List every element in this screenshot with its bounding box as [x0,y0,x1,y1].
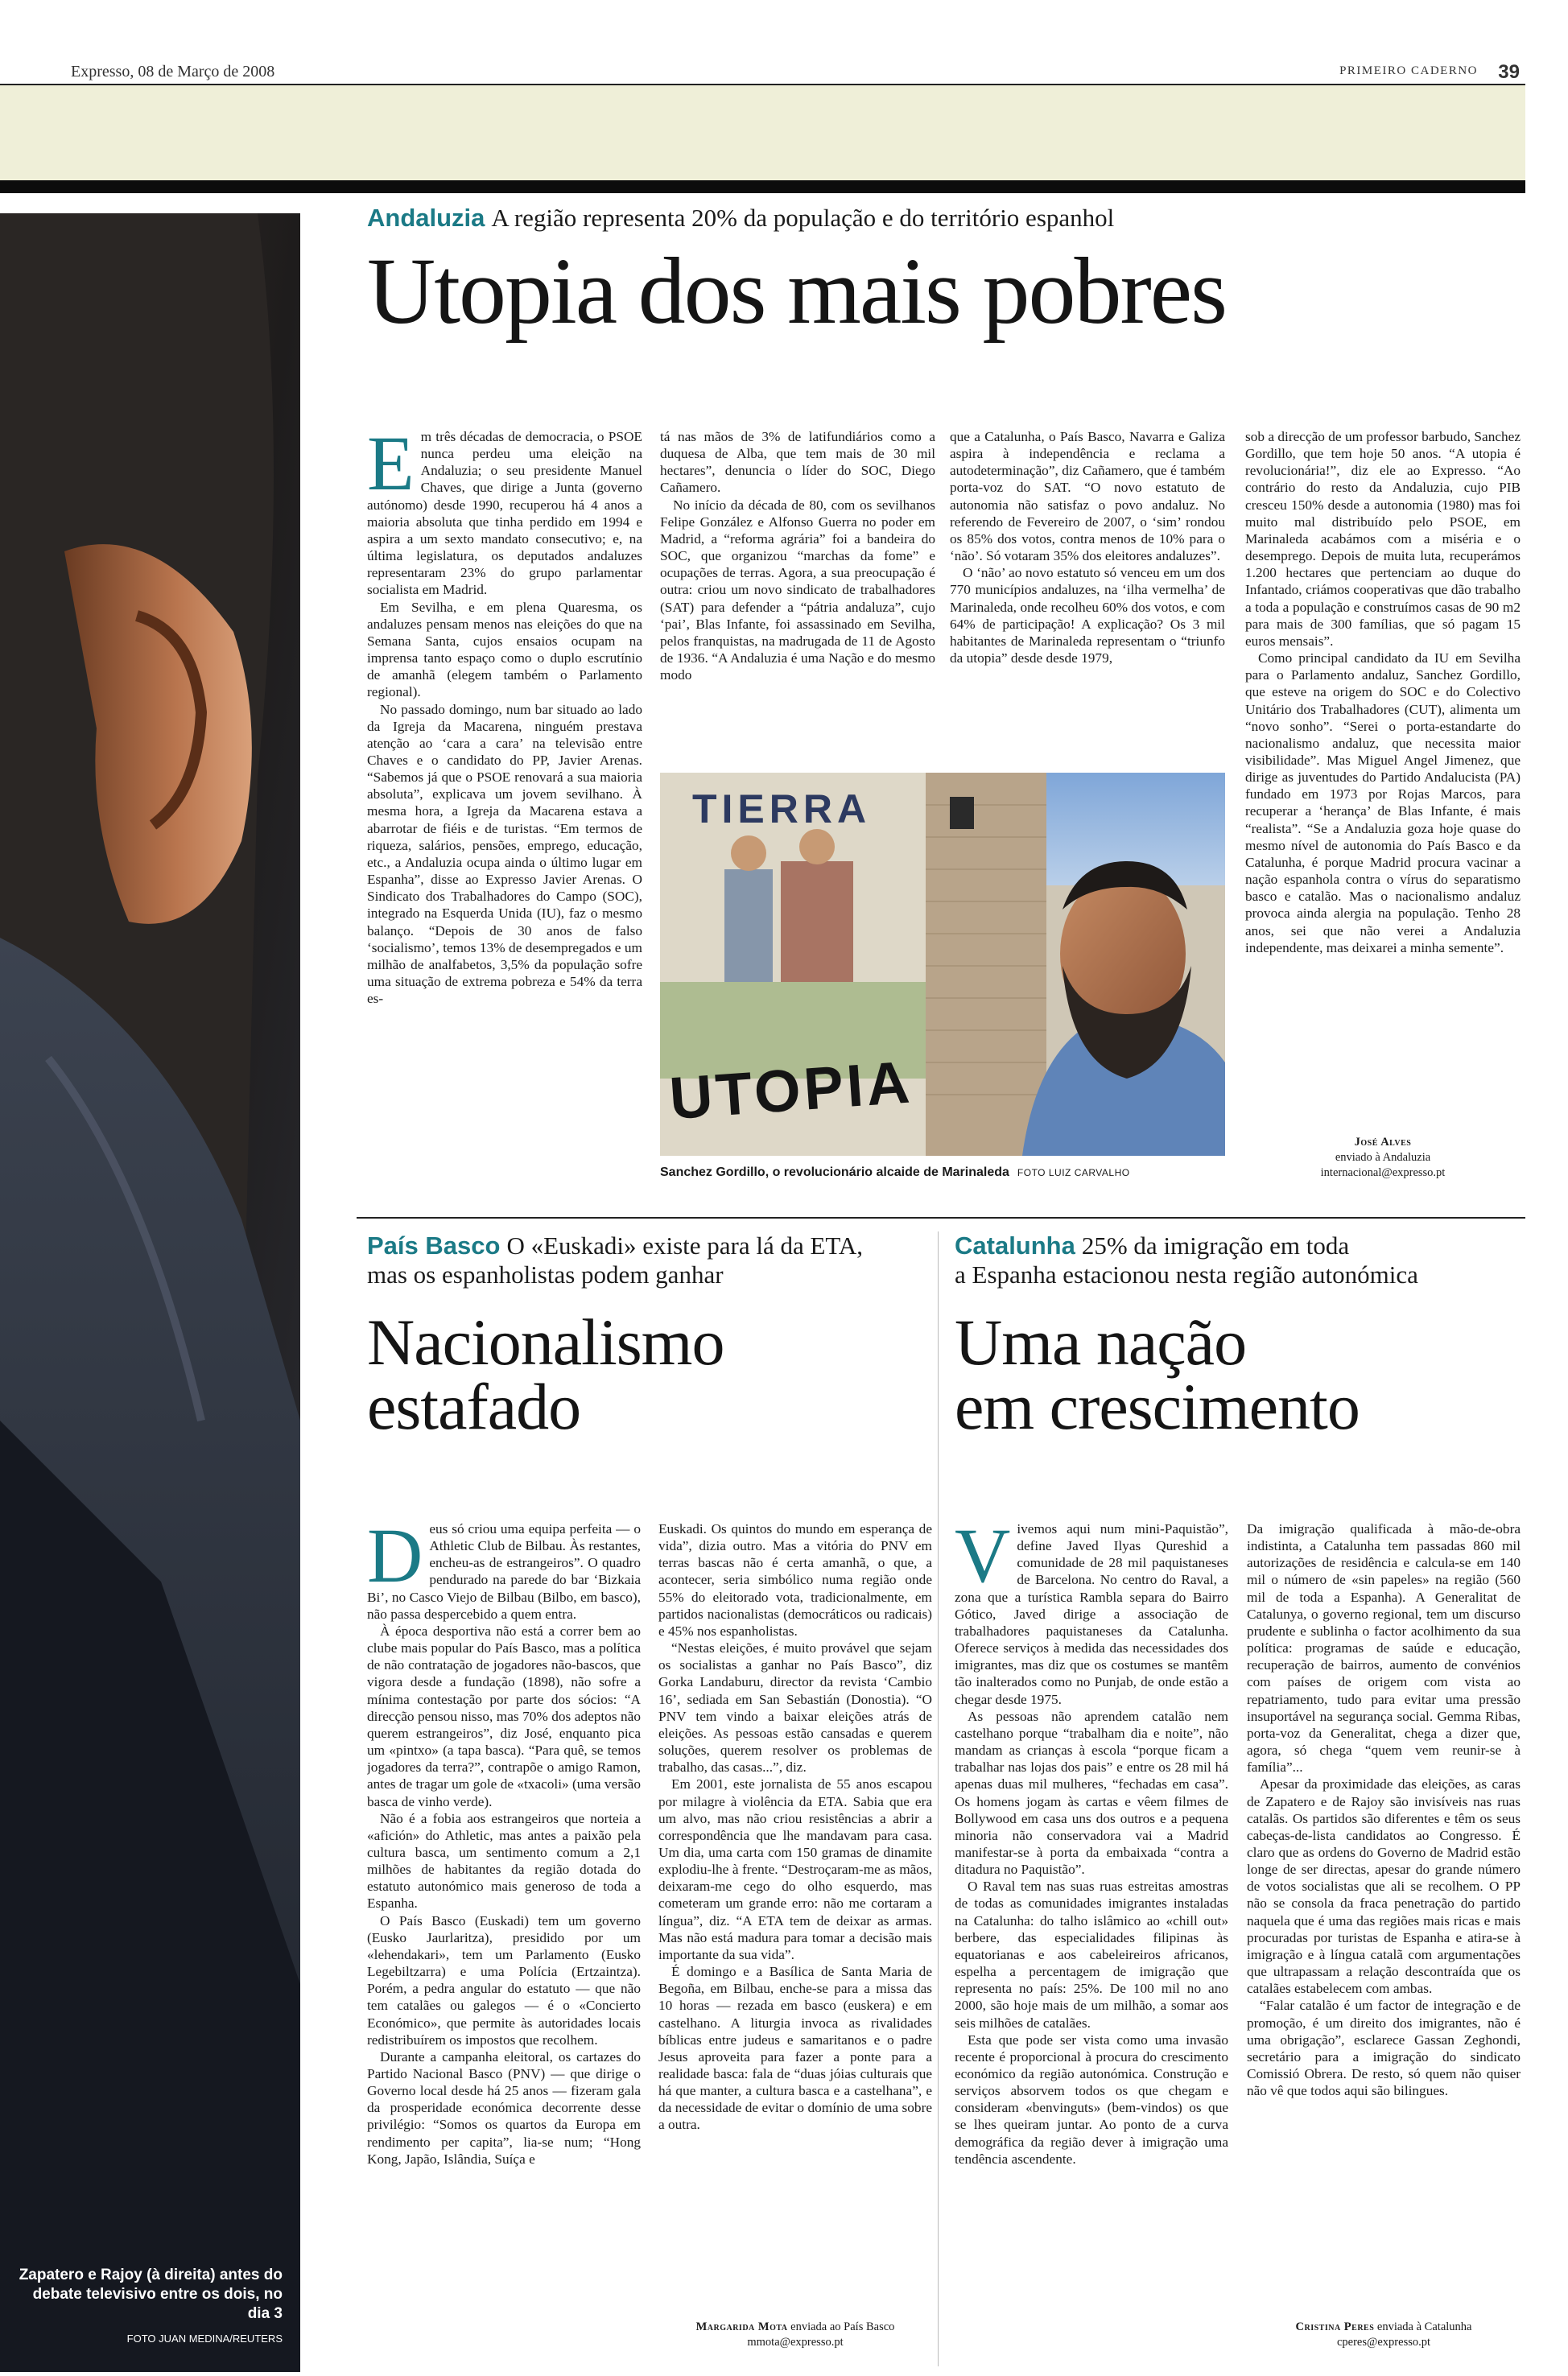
andaluzia-kicker: Andaluzia [367,204,485,232]
andaluzia-column-4 [1245,428,1521,1136]
paragraph: No início da década de 80, com os sevilhanos Felipe González e Alfonso Guerra no poder em Madrid, a “reforma agrária” foi a bandeira do SOC, que organizou “marchas da fome” e ocupações de terras. Agora, a sua preocupação é outra: criou um novo sindicato de trabalhadores (SAT) para defender a “pátria andaluza”, cujo ‘pai’, Blas Infante, foi assassinado em Sevilha, pelos franquistas, na madrugada de 11 de Agosto de 1936. “A Andaluzia é uma Nação e do mesmo modo [660,497,935,683]
paragraph: ivemos aqui num mini-Paquistão”, define Javed Ilyas Qureshid a comunidade de 28 mil paquistaneses de Barcelona. No centro do Raval, a zona que a turística Rambla separa do Bairro Gótico, Javed dirige a associação de trabalhadores paquistaneses da Catalunha. Oferece serviços à medida das necessidades dos imigrantes, mas diz que os costumes se mantêm tão inalterados como no Punjab, de onde estão a chegar desde 1975. [955,1521,1228,1707]
andaluzia-dropcap: E [367,428,415,506]
byline-email: cperes@expresso.pt [1336,2336,1431,2349]
sign-tierra: TIERRA [692,786,872,831]
catalunha-headline [955,1306,1518,1443]
andaluzia-headline: Utopia dos mais pobres [367,238,1227,344]
headline-line: em crescimento [955,1370,1360,1443]
byline-email: mmota@expresso.pt [747,2336,844,2349]
paragraph: Euskadi. Os quintos do mundo em esperança de vida”, dizia outro. Mas a vitória do PNV em terras bascas não é certa amanhã, o que, a acontecer, seria simbólico numa região onde 55% do eleitorado vota, tradicionalmente, em partidos nacionalistas (democráticos ou radicais) e 45% nos espanholistas. [658,1521,932,1639]
photo-credit: FOTO LUIZ CARVALHO [1017,1167,1130,1178]
catalunha-column-1 [955,1520,1228,2366]
catalunha-dropcap: V [955,1520,1011,1598]
paragraph: “Nestas eleições, é muito provável que sejam os socialistas a ganhar no País Basco”, diz Gorka Landaburu, director da revista ‘Cambio 16’, sediada em San Sebastián (Donostia). “O PNV tem vindo a baixar eleições atrás de eleições. As pessoas estão cansadas e querem soluções, querem resolver os problemas de trabalho, das casas...”, diz. [658,1640,932,1776]
paragraph: É domingo e a Basílica de Santa Maria de Begoña, em Bilbau, enche-se para a missa das 10 horas — rezada em basco (euskera) e em castelhano. A liturgia invoca as rivalidades bíblicas entre judeus e samaritanos e o padre Jesus aproveita para fazer a ponte para a realidade basca: fala de “duas jóias culturais que há que manter, a cultura basca e a castelhana”, e da necessidade de evitar o domínio de uma sobre a outra. [658,1964,932,2133]
photo-caption [660,1165,1272,1180]
paragraph: Apesar da proximidade das eleições, as caras de Zapatero e de Rajoy são invisíveis nas ruas catalãs. Os partidos são diferentes e têm os seus cabeças-de-lista candidatos ao Congresso. É claro que as ordens do Governo de Madrid estão longe de ser directas, apesar do grande número de votos socialistas que ali se recolhem. O PP não se consola da fraca penetração do partido naquela que é uma das regiões mais ricas e mais procuradas por turistas de Espanha e atira-se à imigração e à língua catalã com argumentações que ultrapassam a relação descontraída que os catalães estabelecem com ambas. [1247,1776,1521,1997]
andaluzia-column-1 [367,428,642,1185]
catalunha-column-2 [1247,1520,1521,2309]
paragraph: Em Sevilha, e em plena Quaresma, os andaluzes pensam menos nas eleições do que na Semana Santa, cujos ensaios ocupam na imprensa tanto espaço como o duplo escrutínio de amanhã (elegem também o Parlamento regional). [367,599,642,700]
byline-author: José Alves [1354,1136,1412,1149]
paragraph: Como principal candidato da IU em Sevilha para o Parlamento andaluz, Sanchez Gordillo, que esteve na origem do SOC e do Colectivo Unitário dos Trabalhadores (CUT), alimenta um “novo sonho”. “Serei o porta-estandarte do nacionalismo andaluz, que necessita maior visibilidade”. Mas Miguel Angel Jimenez, que dirige as juventudes do Partido Andalucista (PA) fundado em 1973 por Rojas Marcos, para recuperar a ‘herança’ de Blas Infante, é mais “realista”. “Se a Andaluzia goza hoje quase do mesmo nível de autonomia do País Basco e da Catalunha, é porque Madrid procura vacinar a nação espanhola contra o vírus do separatismo basco e catalão. Mas o nacionalismo andaluz provoca ainda alergia na população. Tenho 28 anos, sei que não verei a Andaluzia independente, mas deixarei a minha semente”. [1245,650,1521,955]
paragraph: “Falar catalão é um factor de integração e de promoção, é um direito dos imigrantes, não é uma obrigação”, esclarece Gassan Zeghondi, secretário para a imigração do sindicato Comissió Obrera. De resto, só quem não quiser não vê que todos aqui são bilingues. [1247,1998,1521,2099]
byline-note: enviada ao País Basco [790,2320,895,2333]
byline-author: Cristina Peres [1295,2320,1375,2333]
top-band [0,85,1525,180]
andaluzia-column-3 [950,428,1225,768]
section-divider [357,1217,1525,1219]
paragraph: O País Basco (Euskadi) tem um governo (Eusko Jaurlaritza), presidido por um «lehendakari», tem um Parlamento (Eusko Legebiltzarra) e uma Polícia (Ertzaintza). Porém, a pedra angular do estatuto — que não tem catalães ou galegos — é o «Concierto Económico», que permite às autoridades locais redistribuírem os impostos que recolhem. [367,1912,641,2048]
pais-basco-kicker-line [367,1231,930,1289]
paragraph: Não é a fobia aos estrangeiros que norteia a «afición» do Athletic, mas antes a paixão pela cultura basca, um sentimento comum a 2,1 milhões de habitantes da região dotada do estatuto autonómico mais generoso de toda a Espanha. [367,1810,641,1912]
paragraph: Em 2001, este jornalista de 55 anos escapou por milagre à violência da ETA. Sabia que era um alvo, mas não criou resistências a abrir a correspondência que lhe mandavam para casa. Um dia, uma carta com 150 gramas de dinamite explodiu-lhe à frente. “Destroçaram-me as mãos, deixaram-me cego do olho esquerdo, mas cometeram um grande erro: não me cortaram a língua”, diz. “A ETA tem de deixar as armas. Mas não está madura para tomar a decisão mais importante da sua vida”. [658,1776,932,1962]
paragraph: tá nas mãos de 3% de latifundiários como a duquesa de Alba, que tem mais de 30 mil hectares”, denuncia o líder do SOC, Diego Cañamero. [660,429,935,496]
paragraph: À época desportiva não está a correr bem ao clube mais popular do País Basco, mas a política de não contratação de jogadores não-bascos, que vigora desde a fundação (1898), não sofre a mínima contestação por parte dos sócios: “A direcção pensou nisso, mas 70% dos adeptos não querem estrangeiros”, diz José, enquanto pica um «pintxo» (a tapa basca). “Para quê, se temos jogadores da terra?”, contrapõe o amigo Ramon, antes de tragar um gole de «txacoli» (uma versão basca de vinho verde). [367,1623,641,1809]
page-number: 39 [1498,61,1520,83]
black-bar [0,180,1525,193]
pais-basco-column-2 [658,1520,932,2309]
portrait-photo [0,213,300,2372]
catalunha-subtitle-1: 25% da imigração em toda [1081,1231,1350,1260]
catalunha-kicker-line [955,1231,1518,1289]
paragraph: No passado domingo, num bar situado ao lado da Igreja da Macarena, ninguém prestava atenção ao ‘cara a cara’ na televisão entre Chaves e o candidato do PP, Javier Arenas. “Sabemos já que o PSOE renovará a sua maioria absoluta”, explicava um jovem sevilhano. À mesma hora, a Igreja da Macarena estava a abarrotar de fiéis e de turistas. “Em termos de riqueza, salários, pensões, emprego, educação, etc., a Andaluzia ocupa ainda o último lugar em Espanha”, disse ao Expresso Javier Arenas. O Sindicato dos Trabalhadores do Campo (SOC), integrado na Esquerda Unida (IU), faz o mesmo balanço. “Depois de 30 anos de falso ‘socialismo’, temos 13% de desempregados e um milhão de analfabetos, 3,5% da população sofre uma situação de extrema pobreza e 54% da terra es- [367,701,642,1007]
section-name: PRIMEIRO CADERNO [1339,64,1478,77]
byline-note: enviado à Andaluzia [1335,1151,1431,1164]
running-header [71,63,1520,84]
paragraph: O ‘não’ ao novo estatuto só venceu em um dos 770 municípios andaluzes, na ‘ilha vermelha’ de Marinaleda, onde recolheu 60% dos votos, e com 64% de participação! A explicação? Os 3 mil habitantes de Marinaleda representam o “triunfo da utopia” desde desde 1979, [950,565,1225,666]
pais-basco-headline [367,1306,930,1443]
byline-author: Margarida Mota [695,2320,788,2333]
column-divider [938,1231,939,2366]
portrait-caption: Zapatero e Rajoy (à direita) antes do debate televisivo entre os dois, no dia 3 [19,2267,283,2322]
catalunha-signature [1247,2320,1521,2350]
paragraph: As pessoas não aprendem catalão nem castelhano porque “trabalham dia e noite”, não mandam as crianças à escola “porque ficam a trabalhar nas lojas dos pais” e entre os 28 mil há apenas duas mil mulheres, “fechadas em casa”. Os homens jogam às cartas e vêem filmes de Bollywood em casa uns dos outros e a pequena minoria não conservadora vai a Madrid manifestar-se à porta da embaixada “contra a ditadura no Paquistão”. [955,1708,1228,1878]
andaluzia-subtitle: A região representa 20% da população e do território espanhol [491,204,1115,232]
paragraph: que a Catalunha, o País Basco, Navarra e Galiza aspira à independência e reclama a autodeterminação”, diz Cañamero, que é também porta-voz do SAT. “O novo estatuto de autonomia não satisfaz o povo andaluz. No referendo de Fevereiro de 2007, o ‘sim’ rondou os 85% dos votos, contra menos de 10% para o ‘não’. Só votaram 35% dos eleitores andaluzes”. [950,429,1225,564]
andaluzia-kicker-line [367,204,1518,233]
byline-note: enviada à Catalunha [1376,2320,1472,2333]
paragraph: eus só criou uma equipa perfeita — o Athletic Club de Bilbau. Às restantes, encheu-as de estrangeiros”. O quadro pendurado na parede do bar ‘Bizkaia Bi’, no Casco Viejo de Bilbau (Bilbo, em basco), não passa despercebido a quem entra. [367,1521,641,1622]
photo-caption-text: Sanchez Gordillo, o revolucionário alcaide de Marinaleda [660,1165,1009,1179]
andaluzia-column-2 [660,428,935,768]
paragraph: Esta que pode ser vista como uma invasão recente é proporcional à procura do crescimento económico da região autonómica. Construção e serviços absorvem todos os que chegam e consideram «benvinguts» (bem-vindos) os que se lhes queiram juntar. Ao ponto de a curva demográfica da região dever à imigração uma tendência ascendente. [955,2032,1228,2167]
byline-email: internacional@expresso.pt [1320,1166,1446,1179]
pais-basco-subtitle-2: mas os espanholistas podem ganhar [367,1260,724,1289]
paragraph: m três décadas de democracia, o PSOE nunca perdeu uma eleição na Andaluzia; o seu presidente Manuel Chaves, que dirige a Junta (governo autónomo) desde 1990, recuperou há 4 anos a maioria absoluta que tinha perdido em 1994 e aspira a um sexto mandato consecutivo; e, na última legislatura, os deputados andaluzes representaram 23% do grupo parlamentar socialista em Madrid. [367,429,642,598]
pais-basco-subtitle-1: O «Euskadi» existe para lá da ETA, [506,1231,864,1260]
paragraph: Durante a campanha eleitoral, os cartazes do Partido Nacional Basco (PNV) — que dirige o Governo local desde há 25 anos — fizeram gala da prosperidade económica decorrente desse privilégio: “Somos os quartos da Europa em rendimento per capita”, lia-se num; “Hong Kong, Japão, Islândia, Suíça e [367,2048,641,2167]
portrait-image [0,213,300,2372]
andaluzia-signature [1245,1135,1521,1181]
photo-image [660,773,1225,1156]
headline-line: estafado [367,1370,581,1443]
catalunha-kicker: Catalunha [955,1231,1075,1260]
issue-date: Expresso, 08 de Março de 2008 [71,63,275,80]
paragraph: Da imigração qualificada à mão-de-obra indistinta, a Catalunha tem passadas 860 mil autorizações de residência e calcula-se em 140 mil o número de «sin papeles» na região (560 mil de toda a Espanha). A Generalitat de Catalunya, o governo regional, tem um discurso prudente e sublinha o factor acolhimento da sua política: programas de saúde e educação, recuperação de bairros, aumento de convénios com países de origem com vista ao repatriamento, tudo para evitar uma pressão insuportável na segurança social. Gemma Ribas, porta-voz da Generalitat, chega a dizer que, agora, só chega “quem vem reunir-se à família”... [1247,1521,1521,1776]
paragraph: O Raval tem nas suas ruas estreitas amostras de todas as comunidades imigrantes instaladas na Catalunha: do talho islâmico ao «chill out» berbere, das especialidades filipinas às equatorianas e aos cabeleireiros africanos, espelha a percentagem de imigração que representa no país: 25%. De 100 mil no ano 2000, são hoje mais de um milhão, a somar aos seis milhões de catalães. [955,1879,1228,2031]
marinaleda-photo [660,773,1225,1156]
portrait-credit: FOTO JUAN MEDINA/REUTERS [126,2333,283,2345]
pais-basco-kicker: País Basco [367,1231,501,1260]
paragraph: sob a direcção de um professor barbudo, Sanchez Gordillo, que tem hoje 50 anos. “A utopia é revolucionária!”, diz ele ao Expresso. “Ao contrário do resto da Andaluzia, cujo PIB cresceu 150% desde a autonomia (1980) mas foi muito mal distribuído pelo PSOE, em Marinaleda acabámos com a miséria e o desemprego. Depois de muita luta, recuperámos 1.200 hectares que pertenciam ao duque do Infantado, criámos cooperativas que dão trabalho a toda a população e construímos casas de 90 m2 para mais de 300 famílias, que só pagam 15 euros mensais”. [1245,429,1521,649]
pais-basco-dropcap: D [367,1520,423,1598]
sign-utopia: UTOPIA [667,1048,915,1132]
headline-line: Nacionalismo [367,1306,724,1379]
pais-basco-signature [658,2320,932,2350]
headline-line: Uma nação [955,1306,1247,1379]
catalunha-subtitle-2: a Espanha estacionou nesta região autonómica [955,1260,1418,1289]
pais-basco-column-1 [367,1520,641,2366]
